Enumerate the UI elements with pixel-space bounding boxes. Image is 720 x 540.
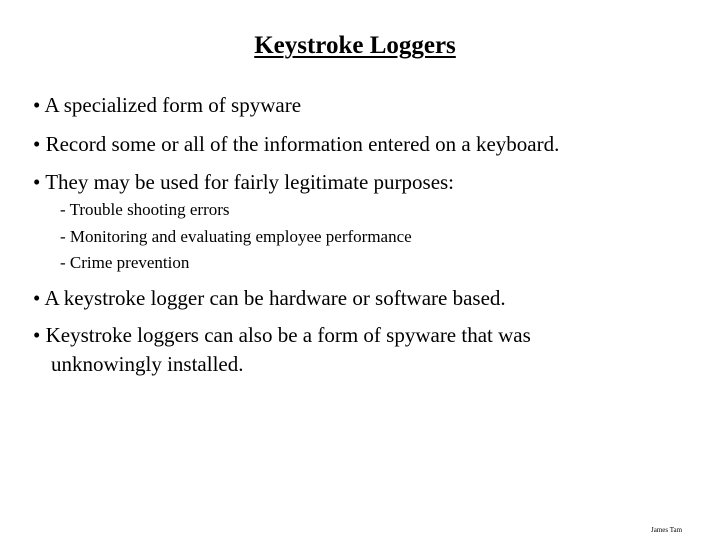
sub-bullet-crime-prevention: - Crime prevention [60,253,190,272]
bullet-legitimate-purposes: • They may be used for fairly legitimate purposes: [33,170,455,194]
sub-bullet-monitoring: - Monitoring and evaluating employee performance [60,227,412,246]
bullet-unknowingly-installed [33,321,531,379]
slide-title: Keystroke Loggers [254,32,456,59]
bullet-text-line: • Keystroke loggers can also be a form of spyware that was [33,323,531,347]
bullet-record-keyboard: • Record some or all of the information entered on a keyboard. [33,132,560,156]
sub-bullet-troubleshooting: - Trouble shooting errors [60,200,230,219]
bullet-hardware-software: • A keystroke logger can be hardware or software based. [33,286,506,310]
bullet-continuation: unknowingly installed. [51,352,244,376]
bullet-spyware-form: • A specialized form of spyware [33,93,302,117]
footer-author: James Tam [651,526,683,534]
